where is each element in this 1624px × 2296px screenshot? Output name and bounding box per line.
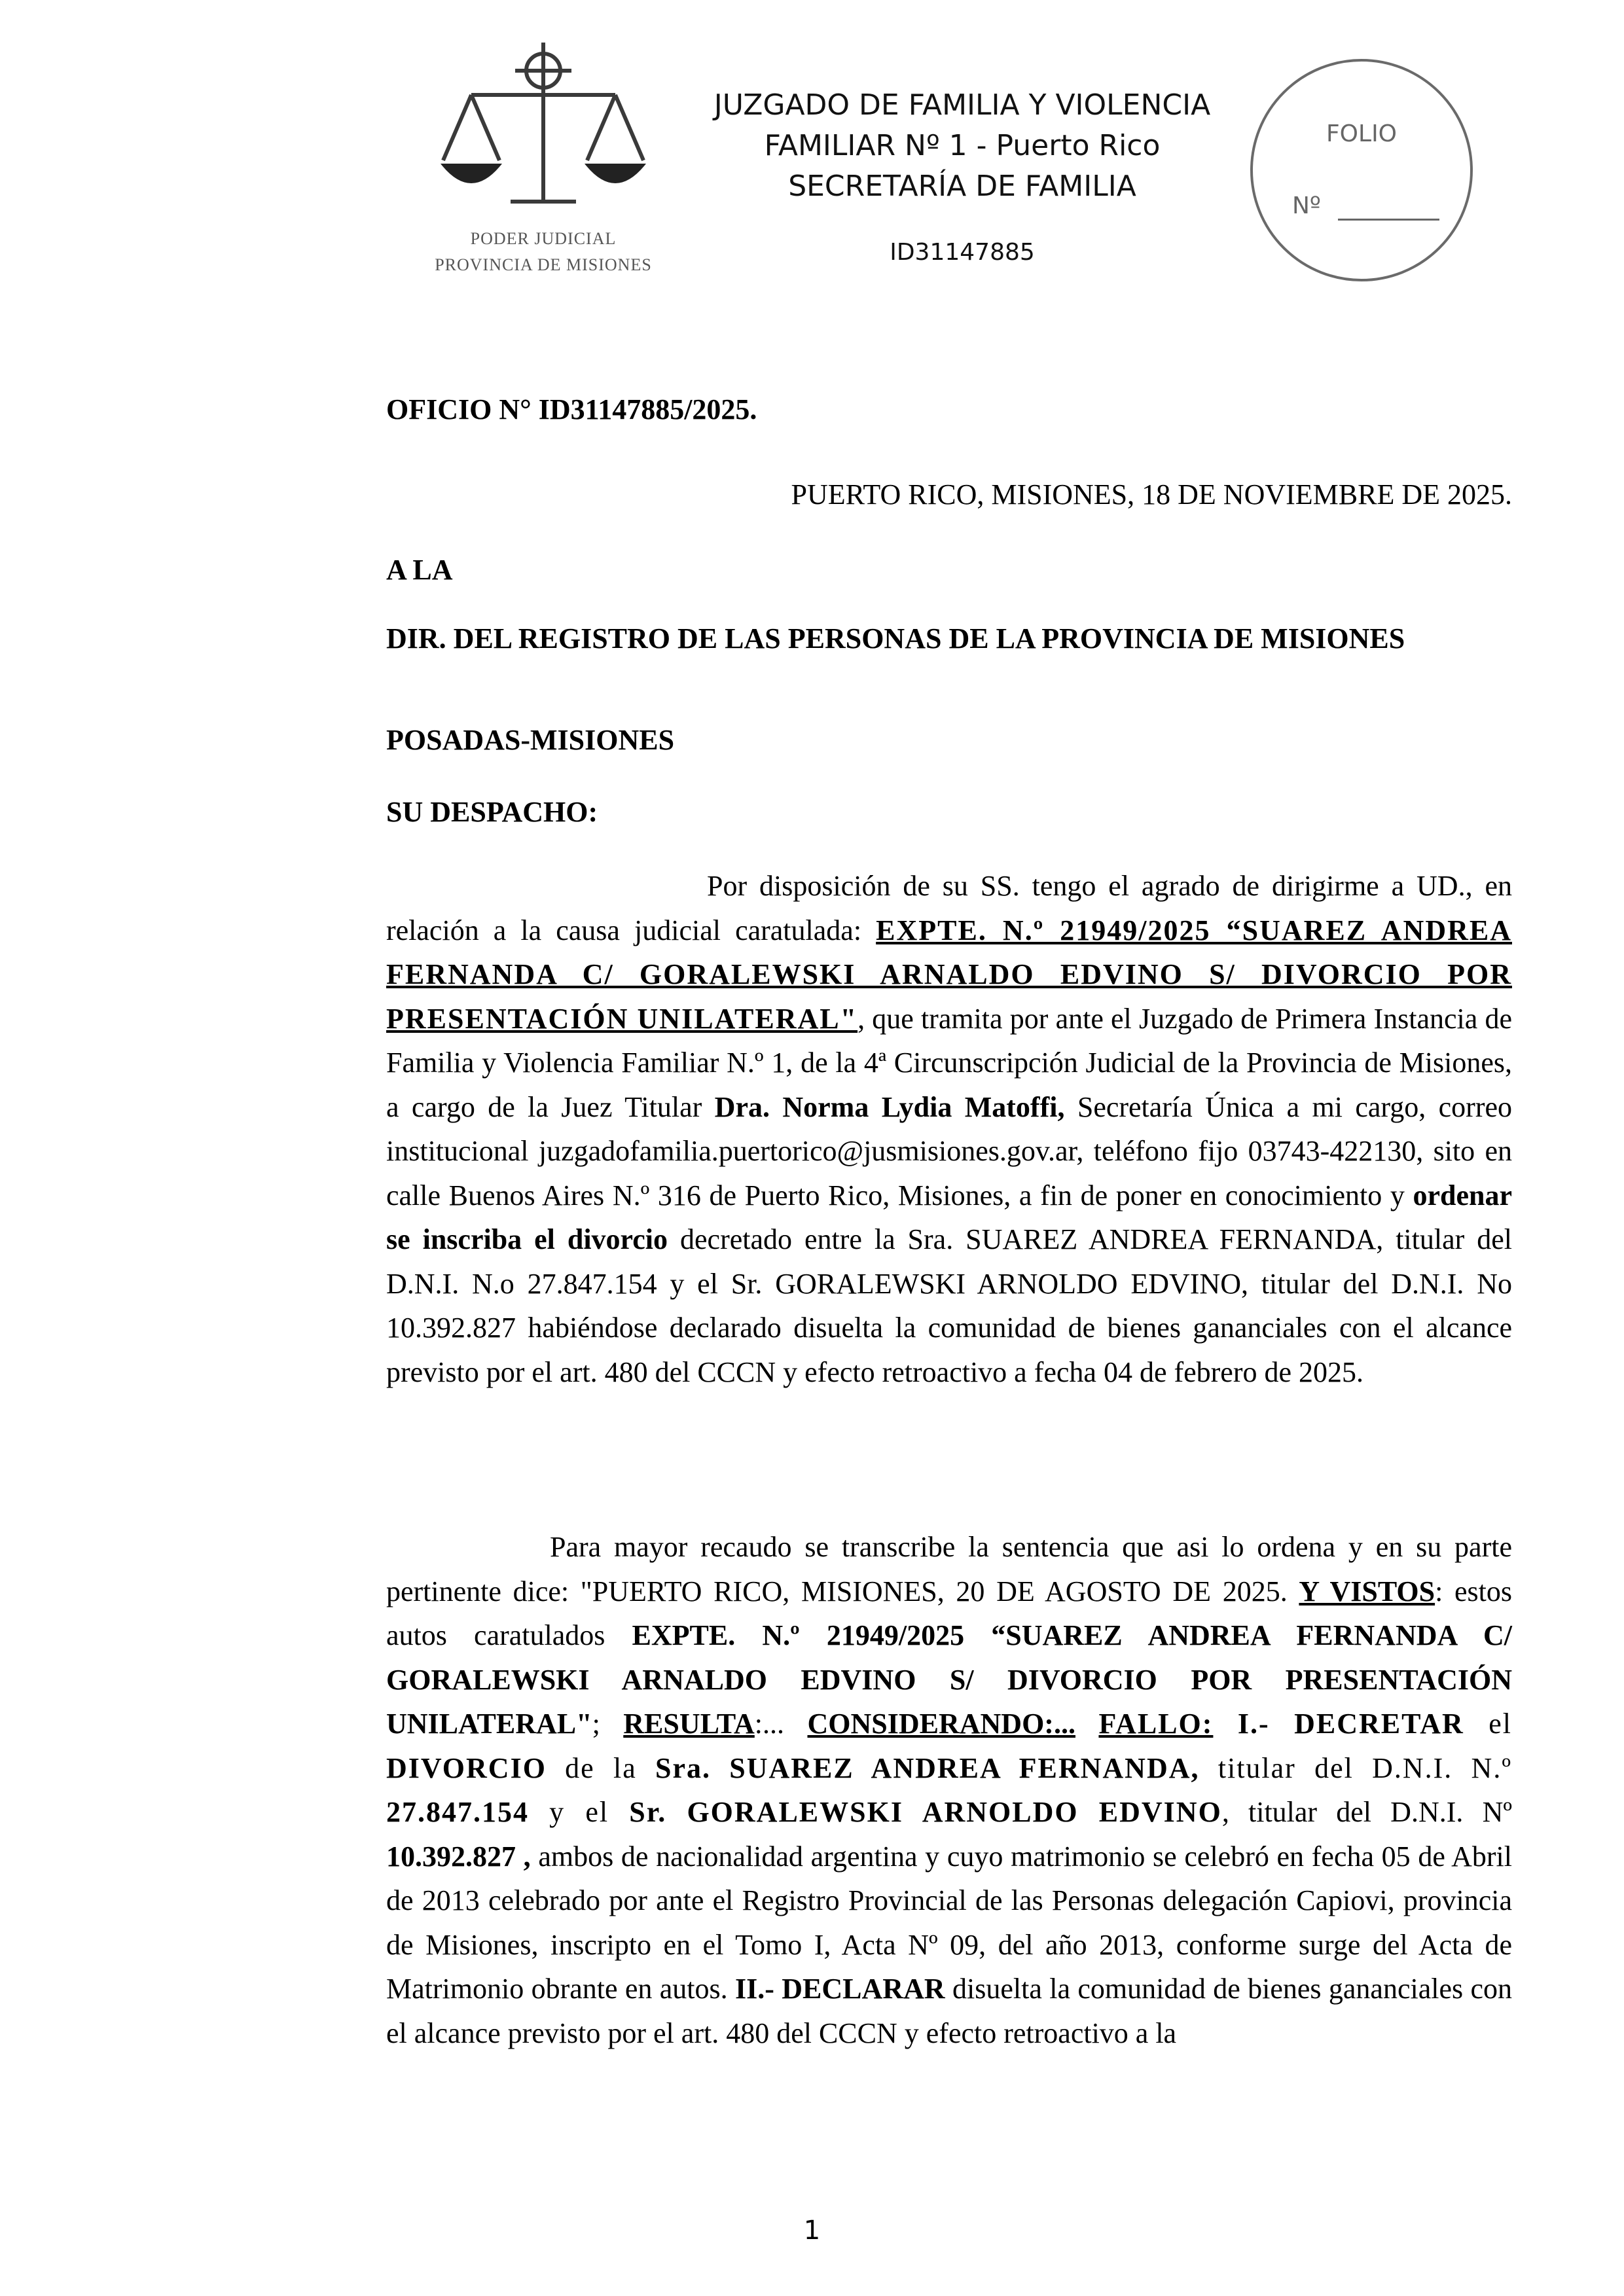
p1-order-text: ordenar se inscriba el divorcio bbox=[386, 1179, 1512, 1255]
p1-text-1: Por disposición de su SS. tengo el agrado de dirigirme a UD., en relación a la causa judicial caratulada: bbox=[386, 870, 1512, 946]
p2-fallo: FALLO: bbox=[1098, 1708, 1214, 1740]
p2-case-title: EXPTE. N.º 21949/2025 “SUAREZ ANDREA FERNANDA C/ GORALEWSKI ARNALDO EDVINO S/ DIVORCIO POR PRESENTACIÓN UNILATERAL" bbox=[386, 1619, 1512, 1740]
p2-text-4: :... bbox=[754, 1708, 808, 1740]
folio-stamp bbox=[1250, 59, 1473, 281]
p2-text-1: Para mayor recaudo se transcribe la sentencia que asi lo ordena y en su parte pertinente dice: "PUERTO RICO, MISIONES, 20 DE AGOSTO DE 2025. bbox=[386, 1531, 1512, 1607]
body-paragraph-2 bbox=[386, 1525, 1512, 2055]
recipient-prefix: A LA bbox=[386, 554, 453, 586]
p2-text-11: ambos de nacionalidad argentina y cuyo matrimonio se celebró en fecha 05 de Abril de 2013 celebrado por ante el Registro Provincial de las Personas delegación Capiovi, provincia de Misiones, inscripto en el Tomo I, Acta Nº 09, del año 2013, conforme surge del Acta de Matrimonio obrante en autos. bbox=[386, 1840, 1513, 2005]
oficio-number: OFICIO N° ID31147885/2025. bbox=[386, 393, 757, 425]
p2-text-10: , titular del D.N.I. Nº bbox=[1221, 1796, 1512, 1828]
p2-party-1: Sra. SUAREZ ANDREA FERNANDA, bbox=[655, 1751, 1200, 1784]
p2-text-12: disuelta la comunidad de bienes gananciales con el alcance previsto por el art. 480 del CCCN y efecto retroactivo a la bbox=[386, 1973, 1513, 2049]
body-paragraph-1 bbox=[386, 864, 1512, 1394]
p2-decretar: I.- DECRETAR bbox=[1213, 1708, 1464, 1740]
court-name-line3: SECRETARÍA DE FAMILIA bbox=[788, 170, 1136, 203]
recipient-name: DIR. DEL REGISTRO DE LAS PERSONAS DE LA PROVINCIA DE MISIONES bbox=[386, 622, 1405, 655]
p2-y-vistos: Y VISTOS bbox=[1299, 1575, 1435, 1607]
court-name-line1: JUZGADO DE FAMILIA Y VIOLENCIA bbox=[713, 88, 1211, 122]
p2-resulta: RESULTA bbox=[623, 1708, 755, 1740]
p2-text-7: de la bbox=[546, 1751, 655, 1784]
folio-number-blank bbox=[1338, 219, 1439, 221]
seal-text-line2: PROVINCIA DE MISIONES bbox=[435, 255, 652, 274]
court-name bbox=[668, 85, 1257, 207]
folio-label: FOLIO bbox=[1326, 120, 1398, 147]
p1-text-3: Secretaría Única a mi cargo, correo institucional juzgadofamilia.puertorico@jusmisiones.gov.ar, teléfono fijo 03743-422130, sito en calle Buenos Aires N.º 316 de Puerto Rico, Misiones, a fin de poner en conocimiento y bbox=[386, 1090, 1513, 1211]
p2-dni-1: 27.847.154 bbox=[386, 1796, 529, 1828]
p2-divorcio: DIVORCIO bbox=[386, 1751, 547, 1784]
p2-party-2: Sr. GORALEWSKI ARNOLDO EDVINO bbox=[629, 1796, 1222, 1828]
document-id: ID31147885 bbox=[890, 239, 1035, 266]
p2-text-3: ; bbox=[592, 1708, 624, 1740]
court-name-line2: FAMILIAR Nº 1 - Puerto Rico bbox=[764, 129, 1161, 162]
p2-text-2: : estos autos caratulados bbox=[386, 1575, 1512, 1651]
court-seal bbox=[406, 39, 681, 295]
scales-of-justice-icon bbox=[435, 39, 651, 223]
p2-considerando: CONSIDERANDO:... bbox=[807, 1708, 1075, 1740]
p2-text-6: el bbox=[1464, 1708, 1512, 1740]
p1-text-2: , que tramita por ante el Juzgado de Primera Instancia de Familia y Violencia Familiar N.º 1, de la 4ª Circunscripción Judicial de la Provincia de Misiones, a cargo de la Juez Titular bbox=[386, 1002, 1512, 1123]
p2-text-9: y el bbox=[529, 1796, 630, 1828]
recipient-city: POSADAS-MISIONES bbox=[386, 724, 675, 756]
document-date: PUERTO RICO, MISIONES, 18 DE NOVIEMBRE DE 2025. bbox=[791, 478, 1512, 511]
p2-dni-2: 10.392.827 , bbox=[386, 1840, 531, 1873]
p1-case-title: EXPTE. N.º 21949/2025 “SUAREZ ANDREA FERNANDA C/ GORALEWSKI ARNALDO EDVINO S/ DIVORCIO POR PRESENTACIÓN UNILATERAL" bbox=[386, 914, 1512, 1035]
p2-text-8: titular del D.N.I. N.º bbox=[1199, 1751, 1512, 1784]
p1-text-4: decretado entre la Sra. SUAREZ ANDREA FERNANDA, titular del D.N.I. N.o 27.847.154 y el Sr. GORALEWSKI ARNOLDO EDVINO, titular del D.N.I. No 10.392.827 habiéndose declarado disuelta la comunidad de bienes gananciales con el alcance previsto por el art. 480 del CCCN y efecto retroactivo a fecha 04 de febrero de 2025. bbox=[386, 1223, 1512, 1388]
p2-declarar: II.- DECLARAR bbox=[735, 1973, 945, 2005]
folio-number-label: Nº bbox=[1292, 192, 1321, 219]
p1-judge-name: Dra. Norma Lydia Matoffi, bbox=[714, 1090, 1065, 1123]
seal-text-line1: PODER JUDICIAL bbox=[470, 229, 617, 248]
p2-text-5 bbox=[1075, 1708, 1098, 1740]
page-number: 1 bbox=[803, 2215, 821, 2246]
recipient-despacho: SU DESPACHO: bbox=[386, 796, 598, 828]
